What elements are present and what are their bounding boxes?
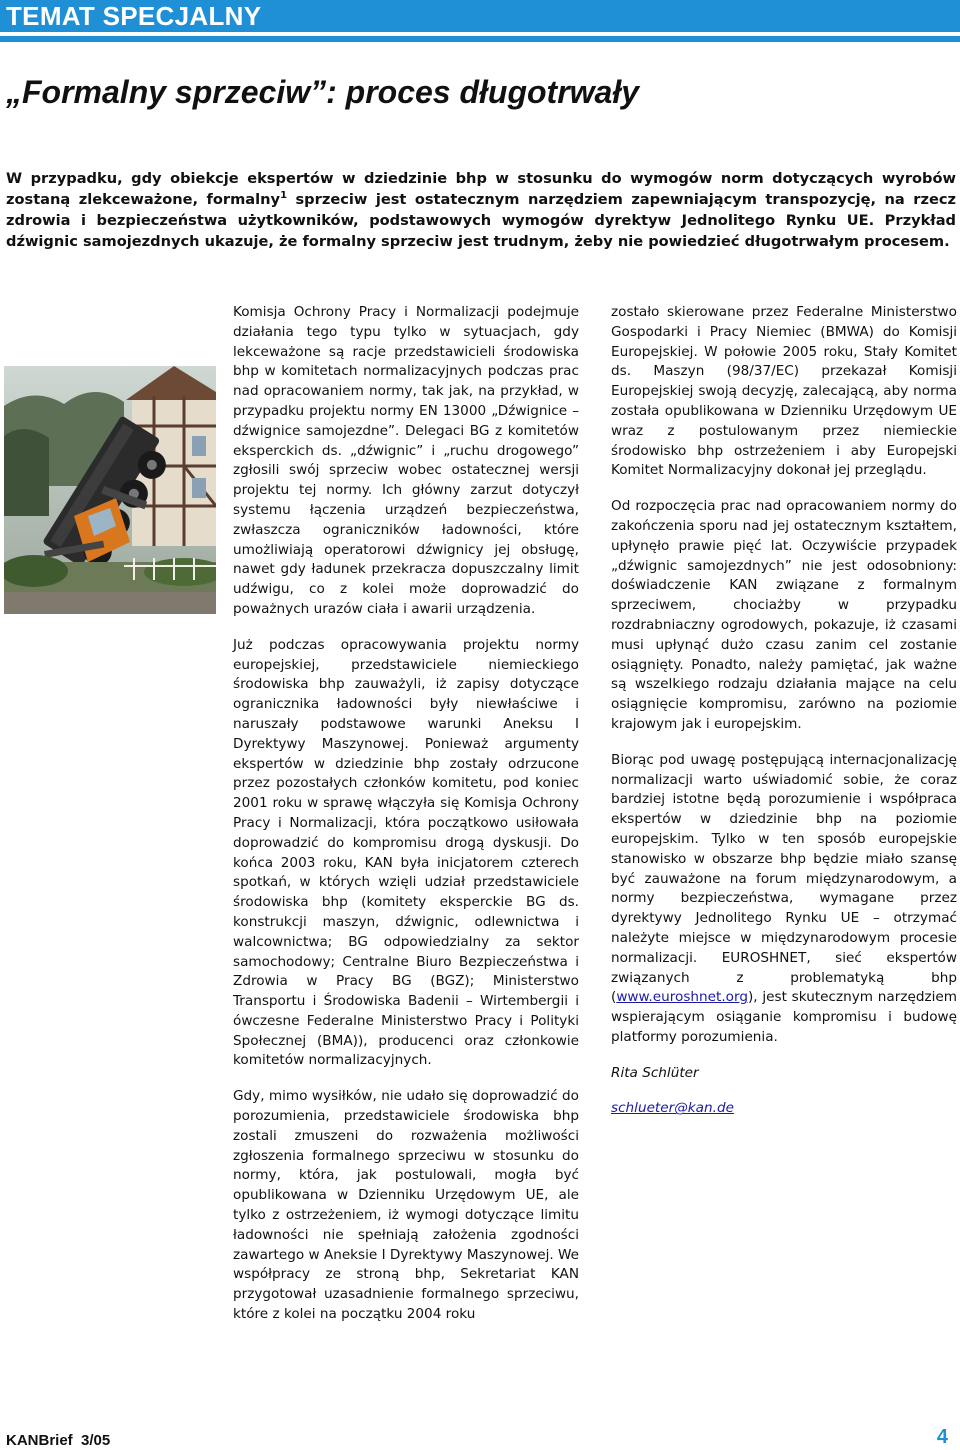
page-number: 4 <box>936 1426 948 1448</box>
crane-photo-image <box>4 366 216 614</box>
article-title: „Formalny sprzeciw”: proces długotrwały <box>6 74 640 110</box>
article-lead <box>6 168 956 252</box>
column-right <box>611 303 957 1135</box>
paragraph: Komisja Ochrony Pracy i Normalizacji podejmuje działania tego typu tylko w sytuacjach, gdy lekceważone są racje przedstawicieli środowiska bhp w komitetach normalizacyjnych podczas prac nad opracowaniem normy, tak jak, na przykład, w przypadku projektu normy EN 13000 „Dźwignice – dźwignice samojezdne”. Delegaci BG z komitetów eksperckich ds. „dźwignic” i „ruchu drogowego” zgłosili swój sprzeciw wobec ostatecznej wersji projektu tej normy. Ich główny zarzut dotyczył systemu łączenia urządzeń bezpieczeństwa, zwłaszcza ograniczników ładowności, które umożliwiają operatorowi dźwignicy jej obsługę, nawet gdy ładunek przekracza dopuszczalny limit udźwigu, co z kolei może doprowadzić do poważnych urazów ciała i awarii urządzenia. <box>233 304 579 617</box>
paragraph: Już podczas opracowywania projektu normy europejskiej, przedstawiciele niemieckiego środowiska bhp zauważyli, iż zapisy dotyczące ogranicznika ładowności były niewłaściwe i naruszały podstawowe warunki Aneksu I Dyrektywy Maszynowej. Ponieważ argumenty ekspertów w dziedzinie bhp zostały odrzucone przez pozostałych członków komitetu, pod koniec 2001 roku w sprawę włączyła się Komisja Ochrony Pracy i Normalizacji, która początkowo usiłowała doprowadzić do kompromisu drogą dyskusji. Do końca 2003 roku, KAN była inicjatorem czterech spotkań, w których wzięli udział przedstawiciele środowiska bhp (komitety eksperckie BG ds. konstrukcji maszyn, dźwignic, odlewnictwa i walcownictwa; BG odpowiedzialny za sektor samochodowy; Centralne Biuro Bezpieczeństwa i Zdrowia w Pracy BG (BGZ); Ministerstwo Transportu i Środowiska Badenii – Wirtembergii i ówczesne Federalne Ministerstwo Pracy i Polityki Społecznej (BMA)), producenci oraz członkowie komitetów normalizacyjnych. <box>233 636 579 1069</box>
section-header-band <box>0 0 960 32</box>
paragraph-text: ), jest skutecznym narzędziem wspierającym osiąganie kompromisu i budowę platformy porozumienia. <box>611 989 957 1045</box>
author-email-link[interactable]: schlueter@kan.de <box>611 1100 734 1117</box>
euroshnet-link[interactable]: www.euroshnet.org <box>616 989 748 1006</box>
lead-part2: sprzeciw jest ostatecznym narzędziem zapewniającym transpozycję, na rzecz zdrowia i bezpieczeństwa użytkowników, podstawowych wymogów dyrektyw Jednolitego Rynku UE. Przykład dźwignic samojezdnych ukazuje, że formalny sprzeciw jest trudnym, żeby nie powiedzieć długotrwałym procesem. <box>6 191 956 250</box>
paragraph-text: Biorąc pod uwagę postępującą internacjonalizację normalizacji warto uświadomić sobie, że coraz bardziej istotne będą porozumienie i współpraca ekspertów w dziedzinie bhp na poziomie europejskim. Tylko w ten sposób europejskie stanowisko w obszarze bhp będzie miało szansę być zauważone na forum międzynarodowym, a normy bezpieczeństwa, wymagane przez dyrektywy Jednolitego Rynku UE – otrzymać należyte miejsce w międzynarodowym procesie normalizacji. EUROSHNET, sieć ekspertów związanych z problematyką bhp ( <box>611 751 957 1006</box>
paragraph: Od rozpoczęcia prac nad opracowaniem normy do zakończenia sporu nad jej ostatecznym kształtem, upłynęło prawie pięć lat. Oczywiście przypadek „dźwignic samojezdnych” nie jest odosobniony: doświadczenie KAN związane z formalnym sprzeciwem, chociażby w przypadku rozdrabniaczny ogrodowych, pokazuje, iż czasami musi upłynąć dużo czasu zanim cel zostanie osiągnięty. Ponadto, należy pamiętać, jak ważne są wszelkiego rodzaju działania mające na celu osiągnięcie kompromisu, zarówno na poziomie krajowym jak i europejskim. <box>611 498 957 732</box>
paragraph: zostało skierowane przez Federalne Ministerstwo Gospodarki i Pracy Niemiec (BMWA) do Komisji Europejskiej. W połowie 2005 roku, Stały Komitet ds. Maszyn (98/37/EC) przekazał Komisji Europejskiej swoją decyzję, zalecającą, aby norma została opublikowana w Dzienniku Urzędowym UE wraz z postulowanym przez niemieckie środowisko bhp ostrzeżeniem i aby Europejski Komitet Normalizacyjny dokonał jej przeglądu. <box>611 304 957 479</box>
author-name: Rita Schlüter <box>611 1064 699 1081</box>
lead-part1: W przypadku, gdy obiekcje ekspertów w dziedzinie bhp w stosunku do wymogów norm dotyczących wyrobów zostaną zlekceważone, formalny <box>6 170 956 208</box>
section-label: TEMAT SPECJALNY <box>6 1 262 31</box>
footnote-mark: 1 <box>280 190 288 202</box>
paragraph: Gdy, mimo wysiłków, nie udało się doprowadzić do porozumienia, przedstawiciele środowiska bhp zostali zmuszeni do rozważenia możliwości zgłoszenia formalnego sprzeciwu w stosunku do normy, która, jak postulowali, mogła być opublikowana w Dzienniku Urzędowym UE, ale tylko z ostrzeżeniem, iż wymogi dotyczące limitu ładowności nie spełniają założenia zgodności zawartego w Aneksie I Dyrektywy Maszynowej. We współpracy ze stroną bhp, Sekretariat KAN przygotował uzasadnienie formalnego sprzeciwu, które z kolei na początku 2004 roku <box>233 1088 579 1323</box>
header-rule <box>0 36 960 42</box>
footer-issue: KANBrief 3/05 <box>6 1432 111 1449</box>
column-left <box>233 303 579 1341</box>
paragraph-with-link <box>611 751 957 1048</box>
